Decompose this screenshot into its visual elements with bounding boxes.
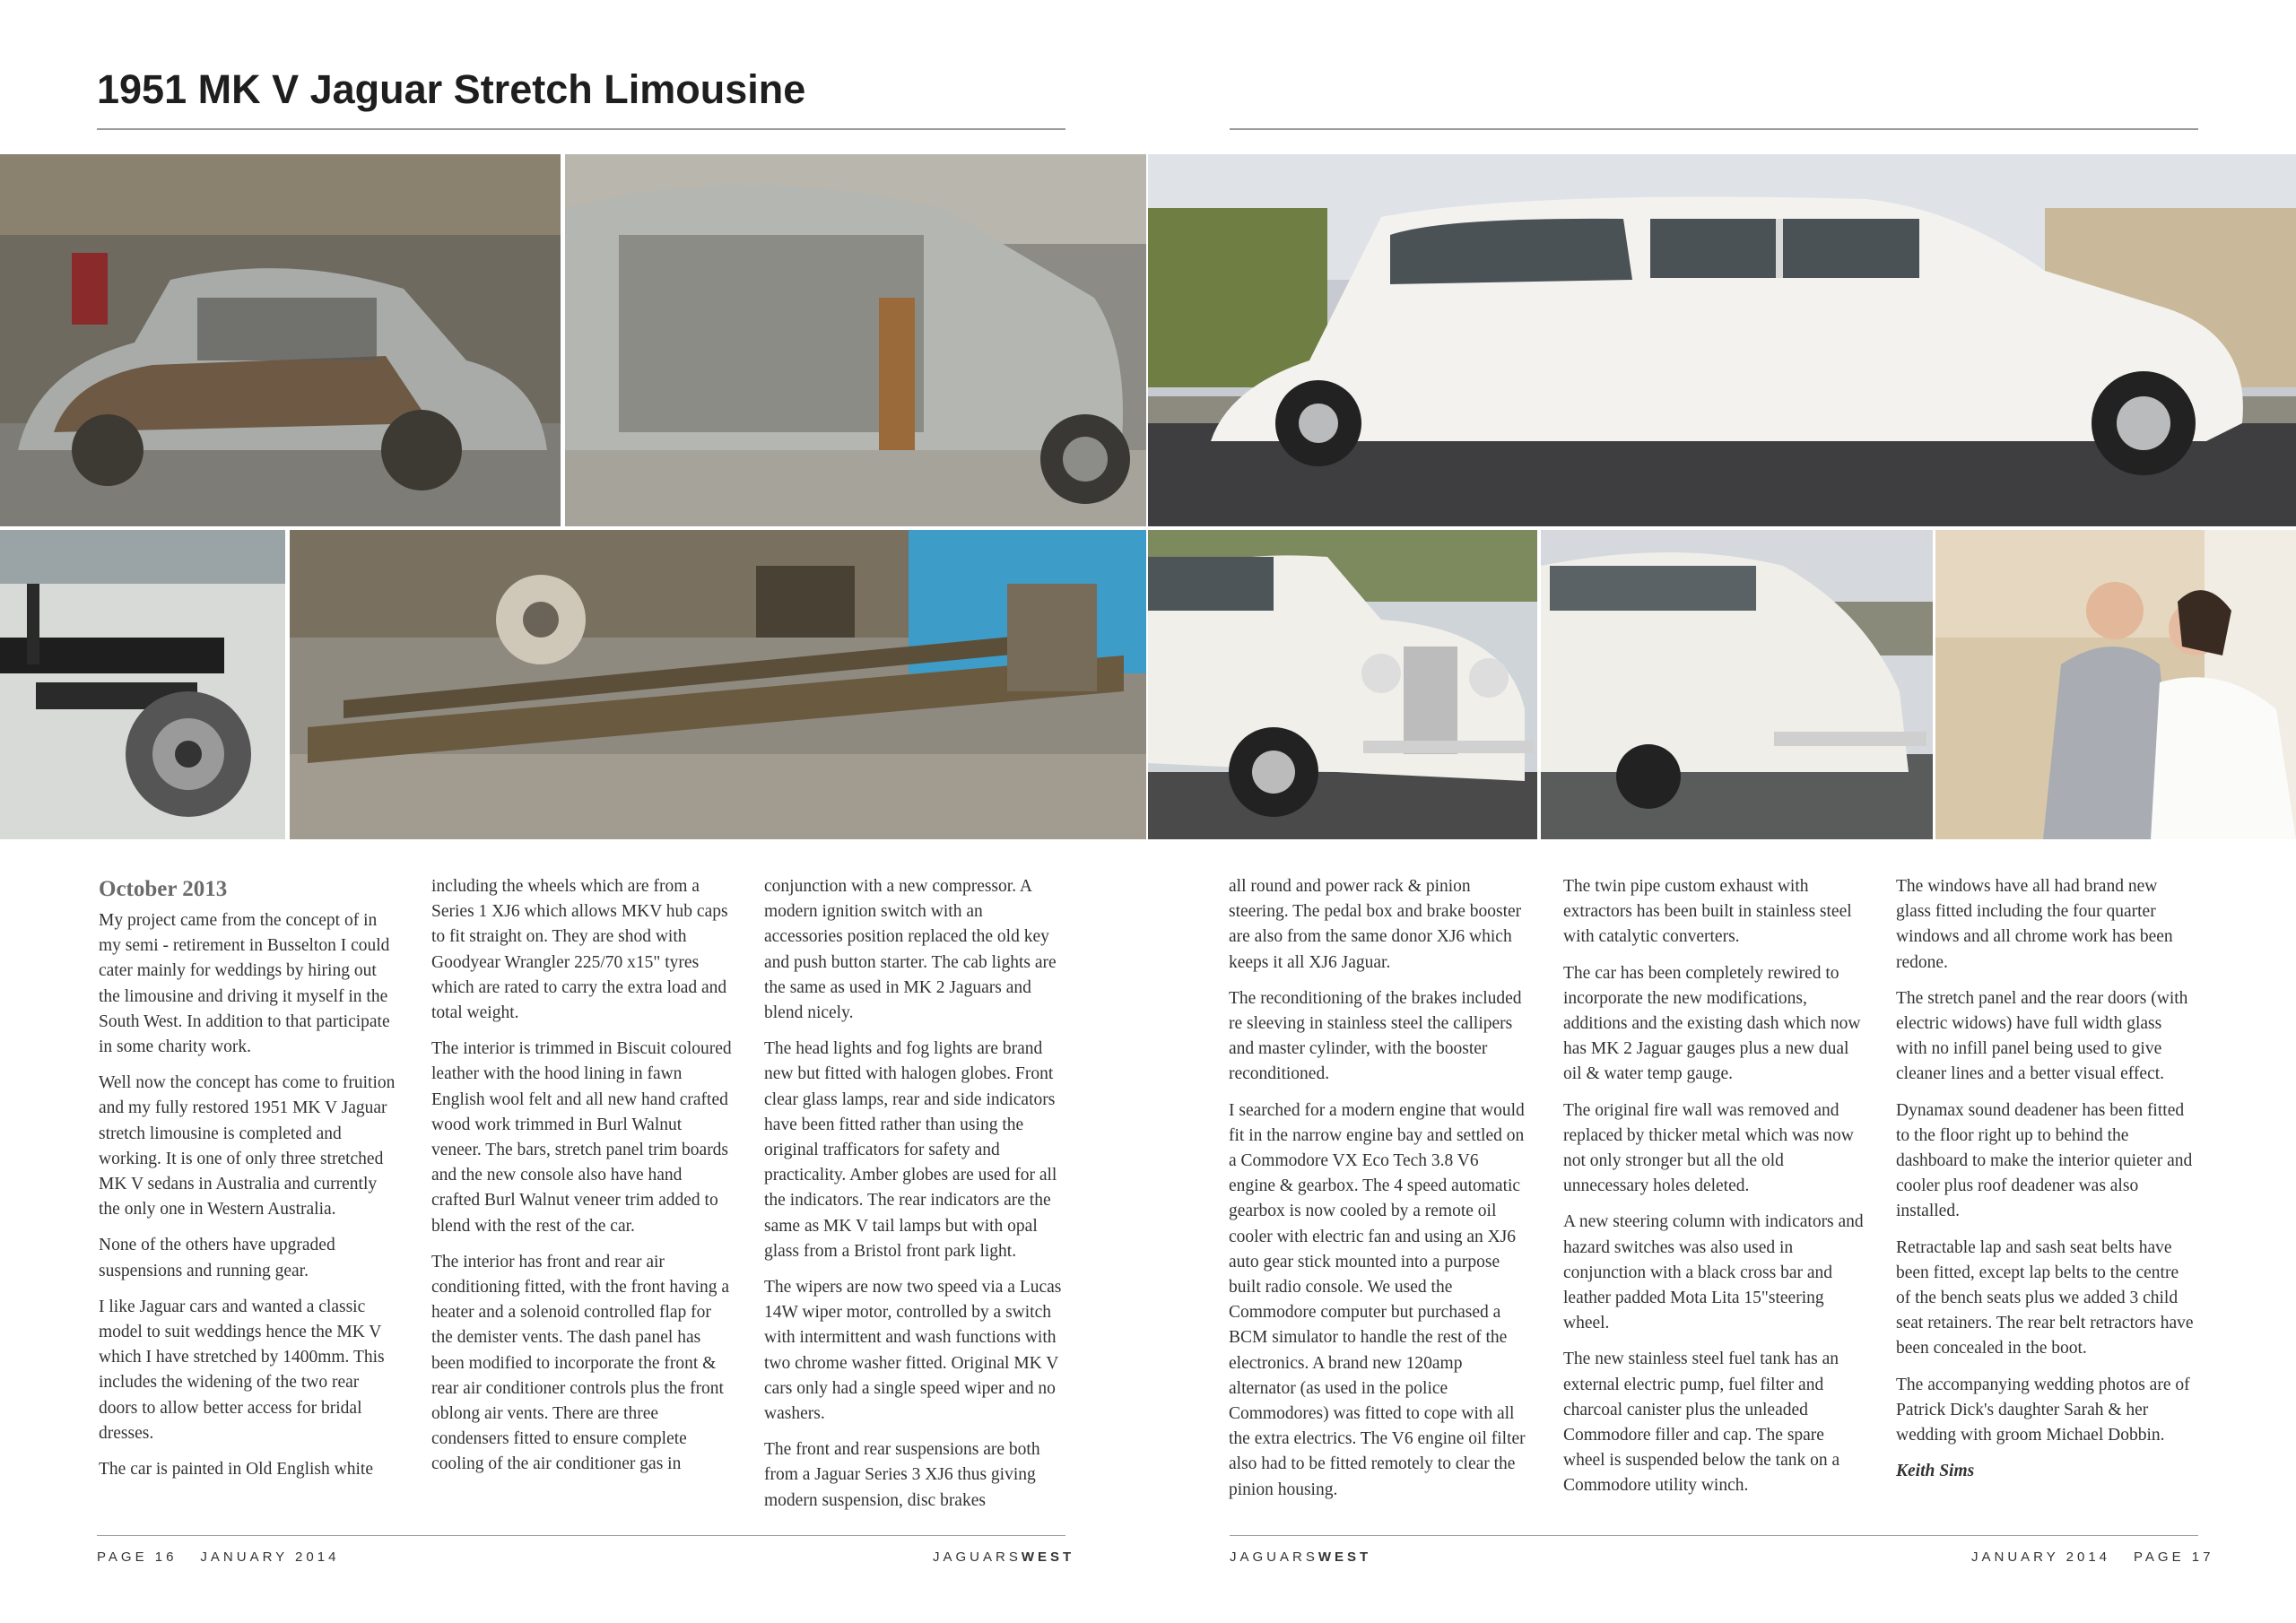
photo-chassis-frame	[290, 530, 1146, 839]
photo-front-three-quarter	[1148, 530, 1537, 839]
paragraph: The stretch panel and the rear doors (with electric widows) have full width glass with no infill panel being used to give cleaner lines and a better visual effect.	[1896, 988, 2188, 1084]
paragraph: The reconditioning of the brakes included re sleeving in stainless steel the callipers and master cylinder, with the booster reconditioned.	[1229, 988, 1522, 1084]
paragraph: My project came from the concept of in my semi - retirement in Busselton I could cater mainly for weddings by hiring out the limousine and driving it myself in the South West. In addition to that participate in some charity work.	[99, 911, 390, 1057]
footer-rule-left	[97, 1535, 1065, 1536]
photo-body-shell-rusted	[0, 154, 561, 526]
issue-date-left: JANUARY 2014	[200, 1549, 340, 1565]
brand-text-bold: WEST	[1318, 1549, 1372, 1565]
header-rule-right	[1230, 128, 2198, 130]
paragraph: The accompanying wedding photos are of Patrick Dick's daughter Sarah & her wedding with groom Michael Dobbin.	[1896, 1375, 2190, 1445]
footer-left-page-info	[97, 1549, 339, 1565]
brand-text-bold: WEST	[1021, 1549, 1075, 1565]
paragraph: The new stainless steel fuel tank has an external electric pump, fuel filter and charcoal canister plus the unleaded Commodore filler and cap. The spare wheel is suspended below the tank on a Commodore utility winch.	[1563, 1350, 1840, 1496]
photo-rear-three-quarter	[1541, 530, 1933, 839]
paragraph: I like Jaguar cars and wanted a classic model to suit weddings hence the MK V which I have stretched by 1400mm. This includes the widening of the two rear doors to allow better access for bridal dresses.	[99, 1297, 385, 1443]
paragraph: The car is painted in Old English white	[99, 1460, 373, 1480]
photo-wedding-couple	[1935, 530, 2296, 839]
header-rule-left	[97, 128, 1065, 130]
paragraph: None of the others have upgraded suspensions and running gear.	[99, 1236, 335, 1280]
page-number-left: PAGE 16	[97, 1549, 178, 1565]
article-column-5	[1563, 874, 1864, 1510]
issue-date-right: JANUARY 2014	[1971, 1549, 2111, 1565]
section-heading: October 2013	[99, 877, 228, 901]
paragraph: The car has been completely rewired to incorporate the new modifications, additions and the existing dash which now has MK 2 Jaguar gauges plus a new dual oil & water temp gauge.	[1563, 963, 1861, 1084]
paragraph: The interior is trimmed in Biscuit coloured leather with the hood lining in fawn English wool felt and all new hand crafted wood work trimmed in Burl Walnut veneer. The bars, stretch panel trim boards and the new console also have hand crafted Burl Walnut veneer trim added to blend with the rest of the car.	[431, 1039, 732, 1236]
article-column-4	[1229, 874, 1529, 1514]
author-signature: Keith Sims	[1896, 1462, 1975, 1481]
footer-brand-right	[1230, 1549, 1371, 1565]
brand-text: JAGUARS	[933, 1549, 1022, 1565]
paragraph: The interior has front and rear air conditioning fitted, with the front having a heater and a solenoid controlled flap for the demister vents. The dash panel has been modified to incorporate the front & rear air conditioner controls plus the front oblong air vents. There are three condensers fitted to ensure complete cooling of the air conditioner gas in	[431, 1252, 729, 1474]
brand-text: JAGUARS	[1230, 1549, 1318, 1565]
paragraph: The twin pipe custom exhaust with extractors has been built in stainless steel with catalytic converters.	[1563, 877, 1852, 947]
paragraph: The original fire wall was removed and replaced by thicker metal which was now not only stronger but all the old unnecessary holes deleted.	[1563, 1100, 1854, 1196]
paragraph: I searched for a modern engine that would fit in the narrow engine bay and settled on a Commodore VX Eco Tech 3.8 V6 engine & gearbox. The 4 speed automatic gearbox is now cooled by a remote oil cooler with electric fan and using an XJ6 auto gear stick mounted into a purpose built radio console. We used the Commodore computer but purchased a BCM simulator to handle the rest of the electronics. A brand new 120amp alternator (as used in the police Commodores) was fitted to cope with all the extra electrics. The V6 engine oil filter also had to be fitted remotely to clear the pinion housing.	[1229, 1100, 1526, 1499]
photo-limousine-side-view	[1148, 154, 2296, 526]
article-column-2	[431, 874, 732, 1488]
footer-rule-right	[1230, 1535, 2198, 1536]
paragraph: The front and rear suspensions are both from a Jaguar Series 3 XJ6 thus giving modern suspension, disc brakes	[764, 1440, 1040, 1510]
paragraph: conjunction with a new compressor. A modern ignition switch with an accessories position replaced the old key and push button starter. The cab lights are the same as used in MK 2 Jaguars and blend nicely.	[764, 877, 1057, 1023]
article-column-1	[99, 874, 399, 1493]
paragraph: The windows have all had brand new glass fitted including the four quarter windows and all chrome work has been redone.	[1896, 877, 2173, 972]
article-column-6	[1896, 874, 2196, 1495]
paragraph: Dynamax sound deadener has been fitted to the floor right up to behind the dashboard to make the interior quieter and cooler plus roof deadener was also installed.	[1896, 1100, 2193, 1221]
paragraph: A new steering column with indicators and hazard switches was also used in conjunction with a black cross bar and leather padded Mota Lita 15"steering wheel.	[1563, 1212, 1864, 1333]
paragraph: including the wheels which are from a Series 1 XJ6 which allows MKV hub caps to fit straight on. They are shod with Goodyear Wrangler 225/70 x15" tyres which are rated to carry the extra load and total weight.	[431, 877, 728, 1023]
paragraph: The head lights and fog lights are brand new but fitted with halogen globes. Front clear glass lamps, rear and side indicators have been fitted rather than using the original trafficators for safety and practicality. Amber globes are used for all the indicators. The rear indicators are the same as MK V tail lamps but with opal glass from a Bristol front park light.	[764, 1039, 1057, 1261]
page-number-right: PAGE 17	[2134, 1549, 2214, 1565]
photo-body-shell-stretched	[565, 154, 1146, 526]
paragraph: Well now the concept has come to fruition and my fully restored 1951 MK V Jaguar stretch limousine is completed and working. It is one of only three stretched MK V sedans in Australia and currently the only one in Western Australia.	[99, 1073, 396, 1219]
footer-right-page-info	[1971, 1549, 2213, 1565]
article-column-3	[764, 874, 1065, 1524]
paragraph: The wipers are now two speed via a Lucas 14W wiper motor, controlled by a switch with intermittent and wash functions with two chrome washer fitted. Original MK V cars only had a single speed wiper and no washers.	[764, 1278, 1062, 1424]
footer-brand-left	[933, 1549, 1074, 1565]
paragraph: all round and power rack & pinion steering. The pedal box and brake booster are also from the same donor XJ6 which keeps it all XJ6 Jaguar.	[1229, 877, 1522, 972]
paragraph: Retractable lap and sash seat belts have been fitted, except lap belts to the centre of the bench seats plus we added 3 child seat retainers. The rear belt retractors have been concealed in the boot.	[1896, 1237, 2194, 1358]
photo-front-suspension	[0, 530, 285, 839]
page-title: 1951 MK V Jaguar Stretch Limousine	[97, 66, 806, 112]
